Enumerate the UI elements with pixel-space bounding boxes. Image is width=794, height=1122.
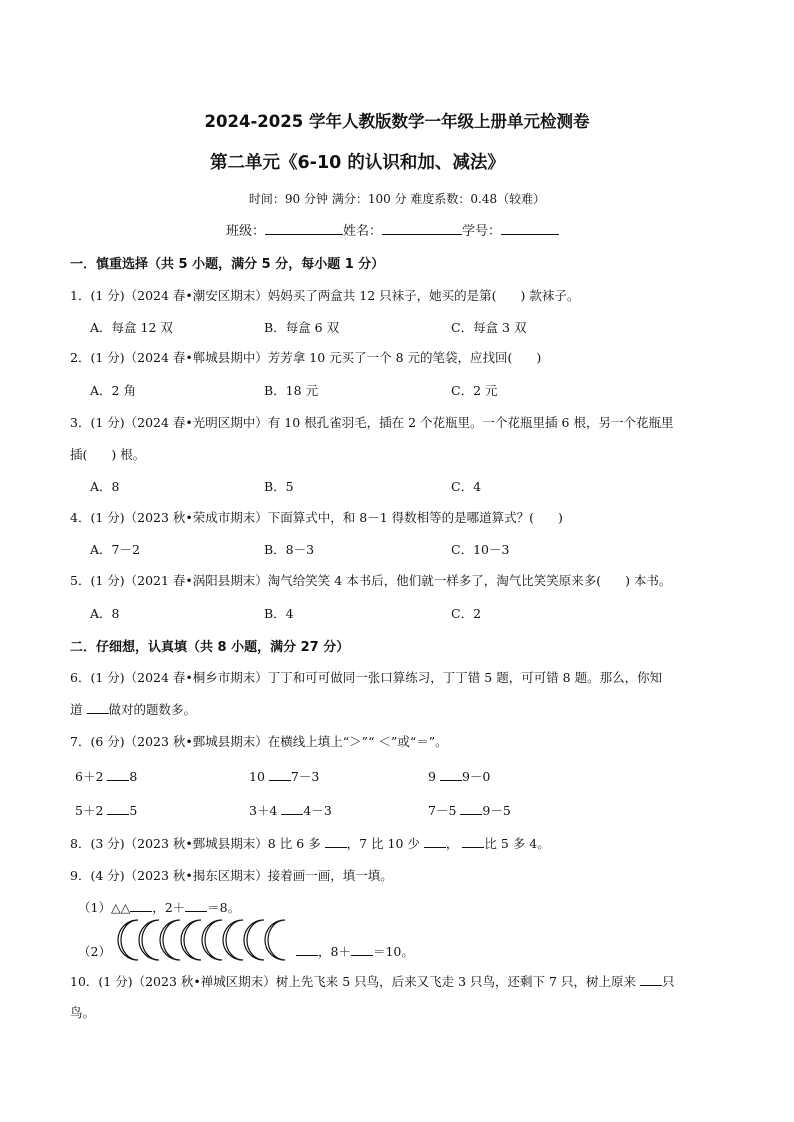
crescent-moon-icon xyxy=(265,920,285,960)
question-2: 2．(1 分)（2024 春•郸城县期中）芳芳拿 10 元买了一个 8 元的笔袋，应找回( ) xyxy=(70,350,542,365)
class-label: 班级： xyxy=(226,224,266,239)
option: C．2 元 xyxy=(451,383,498,398)
option: C．2 xyxy=(451,606,482,621)
answer-blank[interactable] xyxy=(185,899,207,912)
question-9-part-2: ，8＋ ＝10。 xyxy=(296,942,414,960)
option: A．2 角 xyxy=(90,383,136,398)
page-title: 2024-2025 学年人教版数学一年级上册单元检测卷 xyxy=(204,112,590,131)
exam-meta: 时间：90 分钟 满分：100 分 难度系数：0.48（较难） xyxy=(248,192,546,206)
question-6-cont: 道 做对的题数多。 xyxy=(70,702,197,717)
compare-item: 6＋2 8 xyxy=(75,769,138,784)
answer-blank[interactable] xyxy=(325,835,347,848)
option: A．8 xyxy=(90,606,120,621)
question-10-cont: 鸟。 xyxy=(70,1005,96,1020)
option: C．每盒 3 双 xyxy=(451,320,527,335)
answer-blank[interactable] xyxy=(440,768,462,781)
section-title: 一．慎重选择（共 5 小题，满分 5 分，每小题 1 分） xyxy=(70,257,385,272)
answer-blank[interactable] xyxy=(460,802,482,815)
option: B．18 元 xyxy=(264,383,319,398)
crescent-moon-icon xyxy=(223,920,243,960)
option: B．每盒 6 双 xyxy=(264,320,340,335)
option: B．8－3 xyxy=(264,542,315,557)
name-label: 姓名： xyxy=(343,224,383,239)
question-1: 1．(1 分)（2024 春•潮安区期末）妈妈买了两盒共 12 只袜子，她买的是第( ) 款袜子。 xyxy=(70,288,580,303)
option: C．10－3 xyxy=(451,542,510,557)
answer-blank[interactable] xyxy=(87,701,109,714)
answer-blank[interactable] xyxy=(107,802,129,815)
question-3: 3．(1 分)（2024 春•光明区期中）有 10 根孔雀羽毛，插在 2 个花瓶里。一个花瓶里插 6 根，另一个花瓶里 xyxy=(70,415,674,430)
crescent-moon-icon xyxy=(244,920,264,960)
question-9-part-1: （1）△△ ，2＋ ＝8。 xyxy=(78,900,241,915)
section-title: 二．仔细想，认真填（共 8 小题，满分 27 分） xyxy=(70,640,350,655)
question-5: 5．(1 分)（2021 春•涡阳县期末）淘气给笑笑 4 本书后，他们就一样多了，淘气比笑笑原来多( ) 本书。 xyxy=(70,573,672,588)
answer-blank[interactable] xyxy=(462,835,484,848)
compare-item: 7－5 9－5 xyxy=(428,803,511,818)
question-3-cont: 插( ) 根。 xyxy=(70,447,146,462)
question-9-part-2-label: （2） xyxy=(78,944,111,959)
crescent-moons-image xyxy=(104,917,296,963)
option: A．每盒 12 双 xyxy=(90,320,173,335)
option: C．4 xyxy=(451,479,482,494)
answer-blank[interactable] xyxy=(424,835,446,848)
answer-blank[interactable] xyxy=(130,899,152,912)
question-6: 6．(1 分)（2024 春•桐乡市期末）丁丁和可可做同一张口算练习，丁丁错 5 题，可可错 8 题。那么，你知 xyxy=(70,670,663,685)
crescent-moon-icon xyxy=(181,920,201,960)
question-7: 7．(6 分)（2023 秋•鄄城县期末）在横线上填上“＞”“ ＜”或“＝”。 xyxy=(70,734,448,749)
answer-blank[interactable] xyxy=(107,768,129,781)
question-10: 10．(1 分)（2023 秋•禅城区期末）树上先飞来 5 只鸟，后来又飞走 3 只鸟，还剩下 7 只，树上原来 只 xyxy=(70,974,675,989)
id-field[interactable] xyxy=(501,222,559,235)
option: B．4 xyxy=(264,606,294,621)
compare-item: 5＋2 5 xyxy=(75,803,138,818)
student-info xyxy=(226,220,559,239)
crescent-moon-icon xyxy=(118,920,138,960)
answer-blank[interactable] xyxy=(351,943,373,956)
compare-item: 9 9－0 xyxy=(428,769,491,784)
answer-blank[interactable] xyxy=(269,768,291,781)
id-label: 学号： xyxy=(462,224,502,239)
class-field[interactable] xyxy=(265,222,343,235)
name-field[interactable] xyxy=(382,222,462,235)
crescent-moon-icon xyxy=(139,920,159,960)
answer-blank[interactable] xyxy=(296,943,318,956)
option: B．5 xyxy=(264,479,294,494)
crescent-moon-icon xyxy=(202,920,222,960)
answer-blank[interactable] xyxy=(281,802,303,815)
answer-blank[interactable] xyxy=(640,973,662,986)
question-8: 8．(3 分)（2023 秋•鄄城县期末）8 比 6 多 ，7 比 10 少 ， 比 5 多 4。 xyxy=(70,836,550,851)
option: A．7－2 xyxy=(90,542,140,557)
question-9: 9．(4 分)（2023 秋•揭东区期末）接着画一画，填一填。 xyxy=(70,868,393,883)
question-4: 4．(1 分)（2023 秋•荣成市期末）下面算式中，和 8－1 得数相等的是哪道算式？( ) xyxy=(70,510,563,525)
crescent-moon-icon xyxy=(160,920,180,960)
compare-item: 3＋4 4－3 xyxy=(249,803,332,818)
page-subtitle: 第二单元《6-10 的认识和加、减法》 xyxy=(210,153,505,173)
compare-item: 10 7－3 xyxy=(249,769,320,784)
option: A．8 xyxy=(90,479,120,494)
